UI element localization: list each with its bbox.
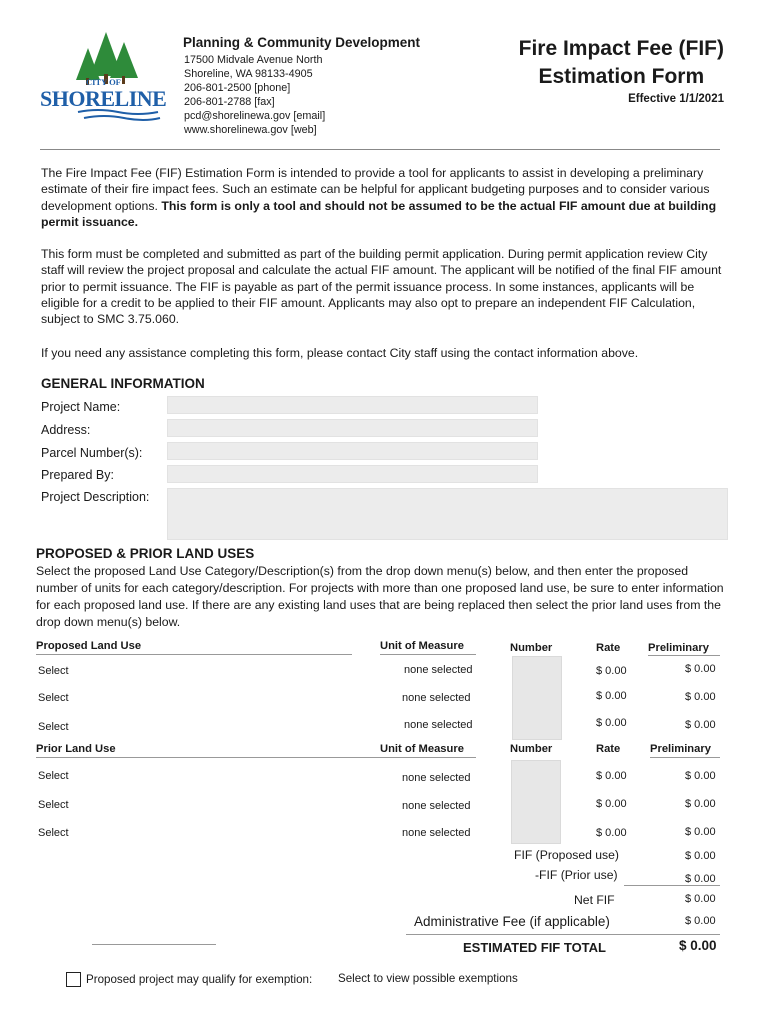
exemption-select[interactable]: Select to view possible exemptions [338,972,518,985]
prior-rate-value: $ 0.00 [596,770,627,782]
prior-land-use-select[interactable]: Select [38,770,69,782]
net-fif-label: Net FIF [574,893,615,907]
web-link[interactable]: www.shorelinewa.gov [web] [184,124,317,136]
number-header: Number [510,743,553,755]
preliminary-header: Preliminary [650,743,711,755]
exemption-checkbox[interactable] [66,972,81,987]
prior-header-underline [36,757,476,758]
proposed-header-underline [36,654,352,655]
parcel-number-input[interactable] [167,442,538,460]
prior-preliminary-value: $ 0.00 [685,770,716,782]
unit-of-measure-header: Unit of Measure [380,743,464,755]
proposed-preliminary-value: $ 0.00 [685,663,716,675]
email-link[interactable]: pcd@shorelinewa.gov [email] [184,110,326,122]
proposed-preliminary-value: $ 0.00 [685,691,716,703]
prior-unit-value: none selected [402,827,471,839]
prior-preliminary-value: $ 0.00 [685,826,716,838]
net-fif-value: $ 0.00 [685,893,716,905]
prior-preliminary-underline [650,757,720,758]
estimated-total-value: $ 0.00 [679,938,717,953]
project-name-label: Project Name: [41,400,121,414]
fif-proposed-value: $ 0.00 [685,850,716,862]
intro-paragraph-2: This form must be completed and submitted as part of the building permit application. During permit application review City staff will review the project proposal and calculate the actual FIF amount. The applicant will be notified of the final FIF amount prior to permit issuance. The FIF is payable as part of the permit issuance process. In some instances, applicants will be eligible for a credit to be applied to their FIF amount. Applicants may also opt to prepare an independent FIF Calculation, subject to SMC 3.75.060. [41,247,722,327]
fif-prior-label: -FIF (Prior use) [535,868,618,882]
address-line: Shoreline, WA 98133-4905 [184,68,313,80]
proposed-land-use-select[interactable]: Select [38,692,69,704]
intro-p1-bold: This form is only a tool and should not be assumed to be the actual FIF amount due at building permit issuance. [41,198,717,229]
proposed-rate-value: $ 0.00 [596,690,627,702]
project-description-label: Project Description: [41,490,150,504]
prior-rate-value: $ 0.00 [596,798,627,810]
number-header: Number [510,642,553,654]
parcel-number-label: Parcel Number(s): [41,446,143,460]
prior-rate-value: $ 0.00 [596,827,627,839]
proposed-land-use-select[interactable]: Select [38,665,69,677]
proposed-number-input[interactable] [512,656,562,740]
preliminary-header: Preliminary [648,642,709,654]
logo-city-of: CITY OF [86,77,121,87]
department-name: Planning & Community Development [183,35,421,50]
proposed-preliminary-value: $ 0.00 [685,719,716,731]
general-info-heading: GENERAL INFORMATION [41,376,205,391]
project-name-input[interactable] [167,396,538,414]
proposed-rate-value: $ 0.00 [596,717,627,729]
proposed-unit-value: none selected [404,664,473,676]
project-description-input[interactable] [167,488,728,540]
address-line: 17500 Midvale Avenue North [184,54,323,66]
land-uses-heading: PROPOSED & PRIOR LAND USES [36,546,255,561]
address-input[interactable] [167,419,538,437]
intro-paragraph-3: If you need any assistance completing this form, please contact City staff using the contact information above. [41,346,639,360]
prior-unit-value: none selected [402,772,471,784]
proposed-unit-value: none selected [404,719,473,731]
exemption-label: Proposed project may qualify for exemption: [86,973,313,986]
city-logo [38,30,178,130]
prior-land-use-header: Prior Land Use [36,743,116,755]
proposed-land-use-select[interactable]: Select [38,721,69,733]
total-line [406,934,720,935]
phone-line: 206-801-2500 [phone] [184,82,291,94]
estimated-total-label: ESTIMATED FIF TOTAL [463,940,606,955]
fif-proposed-label: FIF (Proposed use) [514,848,619,862]
subtotal-line [624,885,720,886]
header-divider [40,149,720,150]
fif-prior-value: $ 0.00 [685,873,716,885]
prior-land-use-select[interactable]: Select [38,827,69,839]
prior-preliminary-value: $ 0.00 [685,798,716,810]
admin-fee-value[interactable]: $ 0.00 [685,915,716,927]
signature-line [92,944,216,945]
form-title-line1: Fire Impact Fee (FIF) [518,37,724,60]
fax-line: 206-801-2788 [fax] [184,96,275,108]
unit-of-measure-header: Unit of Measure [380,640,464,652]
prepared-by-label: Prepared By: [41,468,114,482]
rate-header: Rate [596,642,621,654]
prior-number-input[interactable] [511,760,561,844]
land-uses-instructions: Select the proposed Land Use Category/Description(s) from the drop down menu(s) below, and then enter the proposed number of units for each category/description. For projects with more than one proposed land use, be sure to enter information for each proposed land use. If there are any existing land uses that are being replaced then select the prior land uses from the drop down menu(s) below. [36,564,724,629]
form-title [519,35,724,91]
effective-date: Effective 1/1/2021 [628,93,724,105]
address-label: Address: [41,423,91,437]
preliminary-header-underline [648,655,720,656]
rate-header: Rate [596,743,621,755]
proposed-unit-value: none selected [402,692,471,704]
proposed-rate-value: $ 0.00 [596,665,627,677]
intro-p1-text: The Fire Impact Fee (FIF) Estimation Form is intended to provide a tool for applicants to assist in developing a preliminary estimate of their fire impact fees. Such an estimate can be helpful for applicant budgeting purposes and to consider various development options. [41,166,710,213]
prior-land-use-select[interactable]: Select [38,799,69,811]
unit-header-underline [380,654,476,655]
proposed-land-use-header: Proposed Land Use [36,640,142,652]
form-title-line2: Estimation Form [538,65,705,88]
admin-fee-label: Administrative Fee (if applicable) [414,914,610,929]
intro-paragraph-1 [41,165,726,230]
logo-shoreline: SHORELINE [40,86,167,111]
prior-unit-value: none selected [402,800,471,812]
prepared-by-input[interactable] [167,465,538,483]
